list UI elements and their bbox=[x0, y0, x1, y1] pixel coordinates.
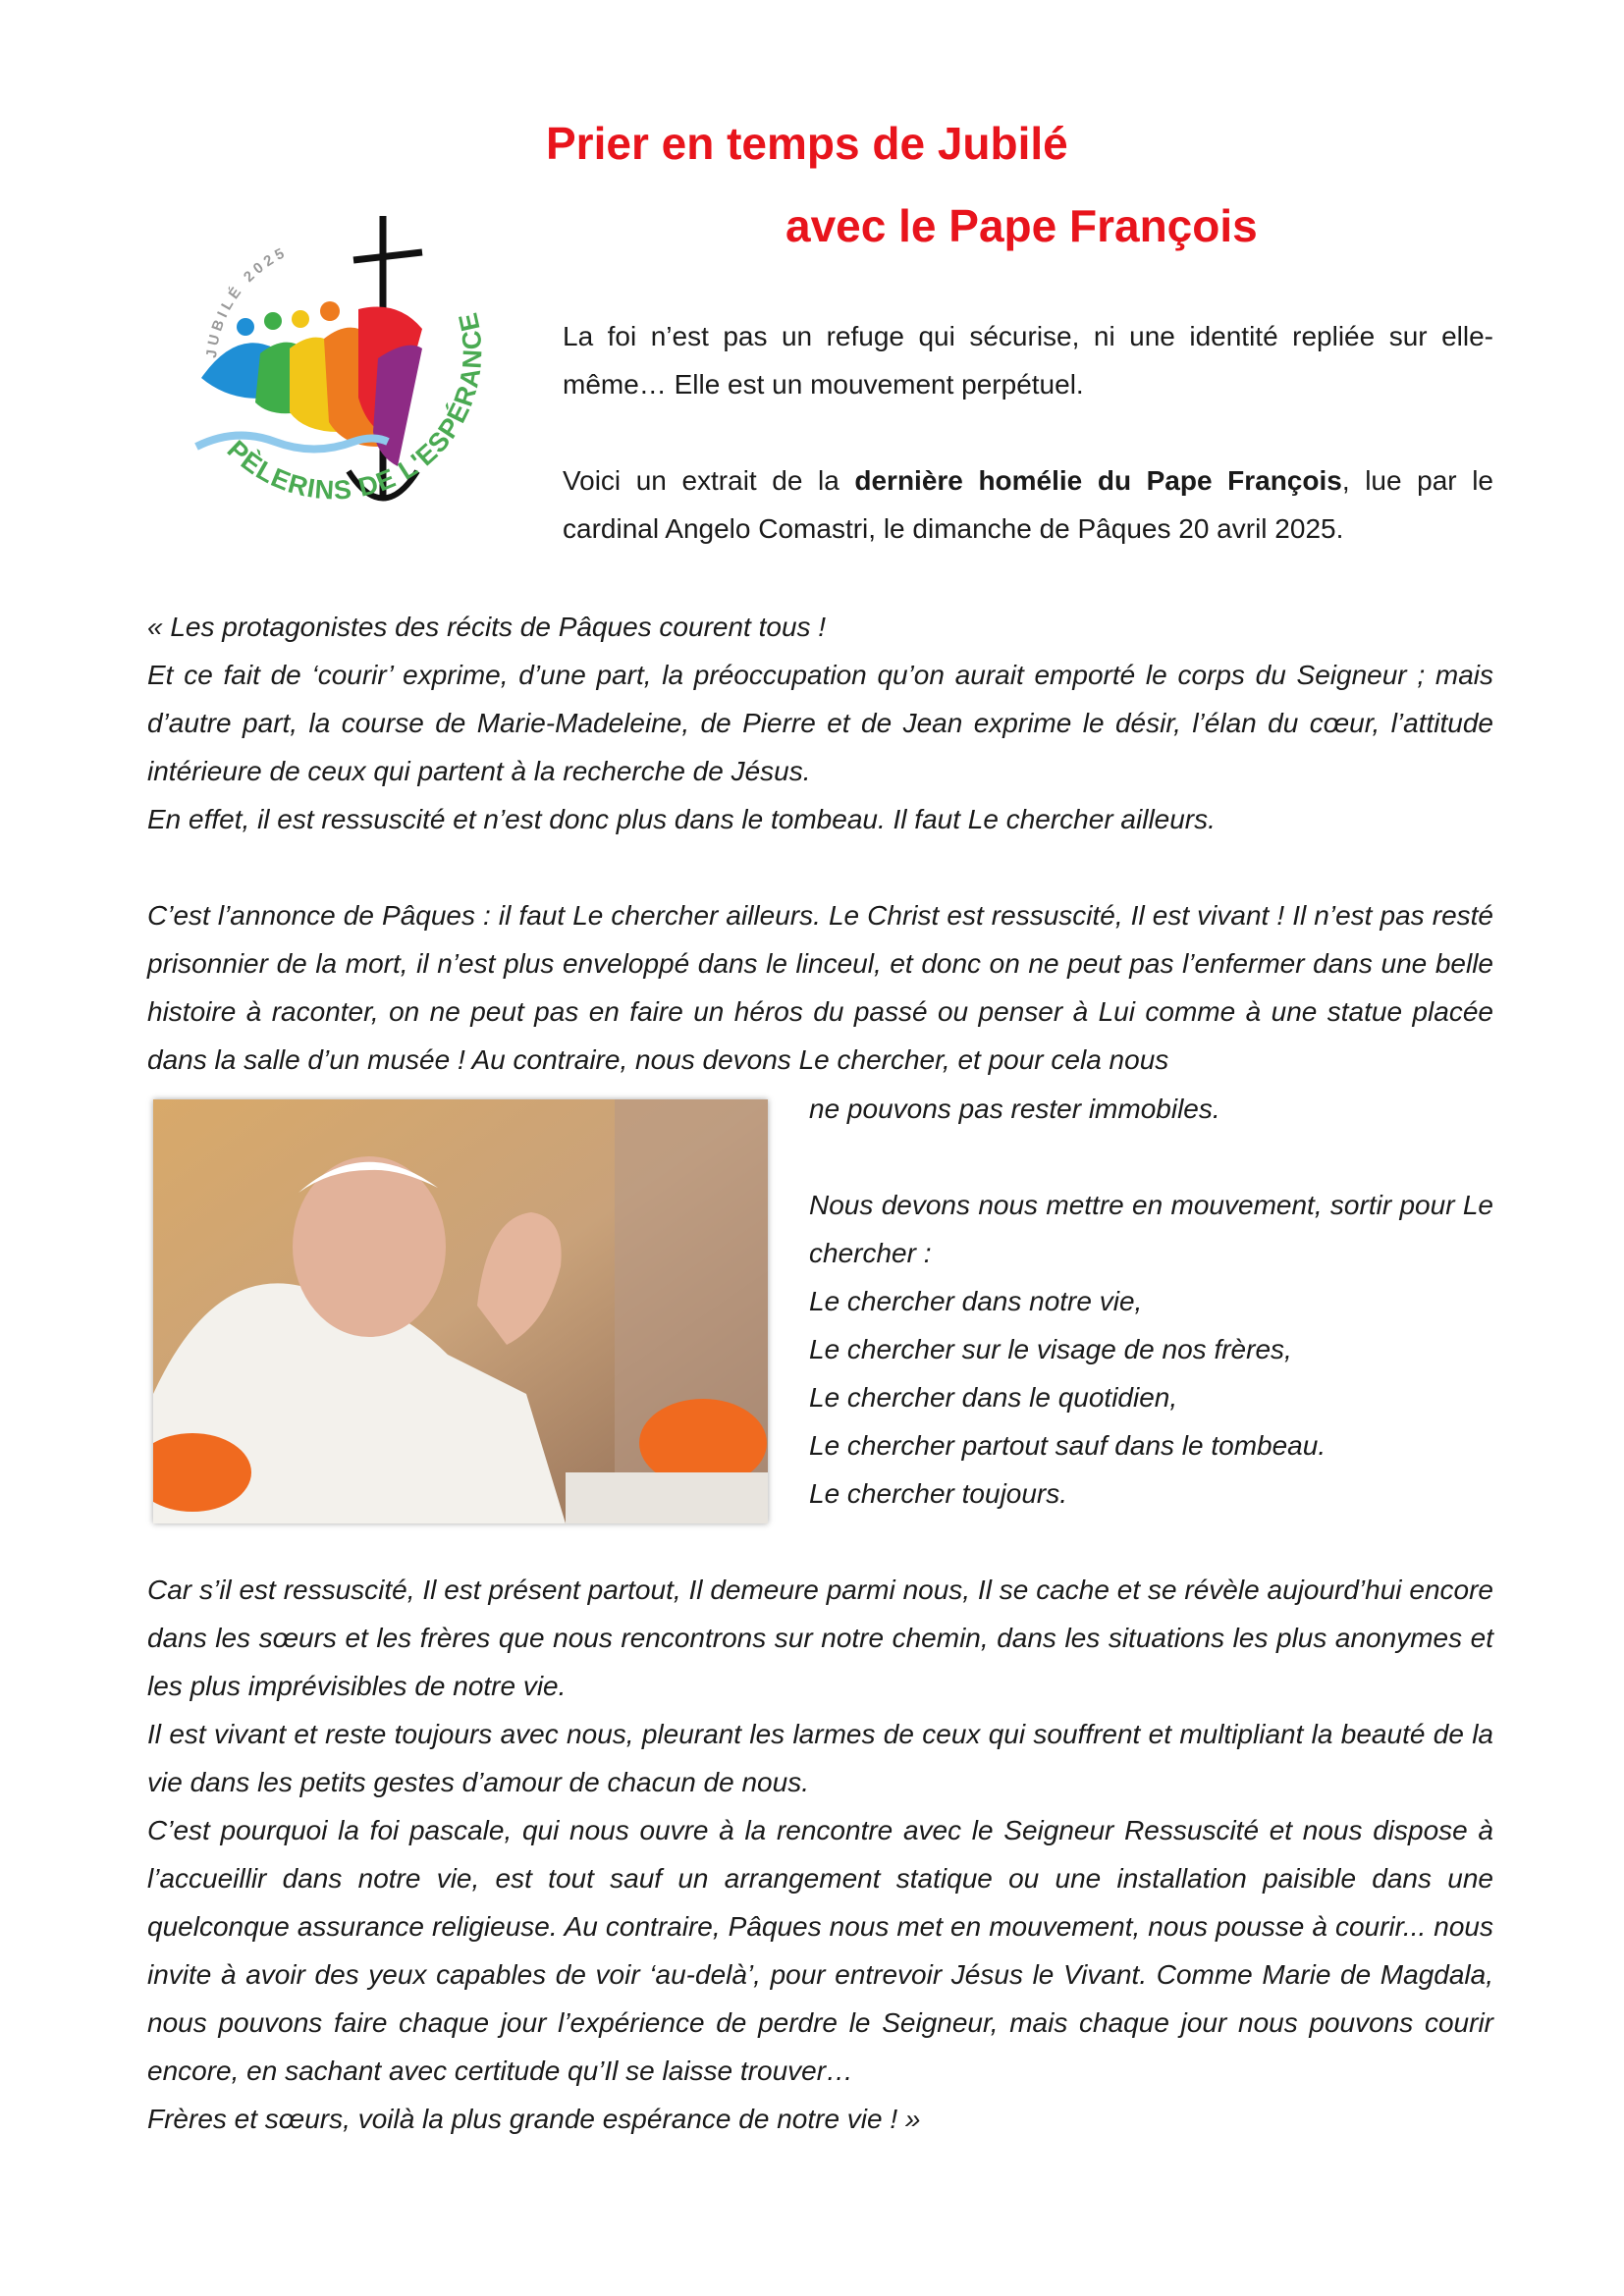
intro-paragraph-2 bbox=[563, 456, 1493, 553]
logo-arc-text: PÈLERINS DE L'ESPÉRANCE bbox=[221, 309, 488, 506]
quote-paragraph: Il est vivant et reste toujours avec nous, pleurant les larmes de ceux qui souffrent et multipliant la beauté de la vie dans les petits gestes d’amour de chacun de nous. bbox=[147, 1719, 1493, 1797]
quote-paragraph: Car s’il est ressuscité, Il est présent partout, Il demeure parmi nous, Il se cache et se révèle aujourd’hui encore dans les sœurs et les frères que nous rencontrons sur notre chemin, dans les situations les plus anonymes et les plus imprévisibles de notre vie. bbox=[147, 1575, 1493, 1701]
quote-block-2 bbox=[147, 891, 1493, 1084]
intro-paragraph-1: La foi n’est pas un refuge qui sécurise, ni une identité repliée sur elle-même… Elle est un mouvement perpétuel. bbox=[563, 321, 1493, 400]
photo-illustration bbox=[153, 1099, 768, 1523]
quote-line: Le chercher toujours. bbox=[809, 1478, 1068, 1509]
jubile-2025-logo bbox=[177, 201, 511, 535]
title-line-1: Prier en temps de Jubilé bbox=[546, 118, 1068, 169]
intro-text-before: Voici un extrait de la bbox=[563, 465, 855, 496]
quote-line: Nous devons nous mettre en mouvement, sortir pour Le chercher : bbox=[809, 1190, 1493, 1268]
quote-line: « Les protagonistes des récits de Pâques courent tous ! bbox=[147, 612, 827, 642]
quote-side-column bbox=[809, 1085, 1493, 1518]
title-line-2: avec le Pape François bbox=[785, 200, 1258, 251]
intro-bold-text: dernière homélie du Pape François bbox=[854, 465, 1342, 496]
quote-paragraph: C’est l’annonce de Pâques : il faut Le chercher ailleurs. Le Christ est ressuscité, Il est vivant ! Il n’est pas resté prisonnier de la mort, il n’est plus enveloppé dans le linceul, et donc on ne peut pas l’enfermer dans une belle histoire à raconter, on ne peut pas en faire un héros du passé ou penser à Lui comme à une statue placée dans la salle d’un musée ! Au contraire, nous devons Le chercher, et pour cela nous bbox=[147, 900, 1493, 1075]
quote-line: En effet, il est ressuscité et n’est donc plus dans le tombeau. Il faut Le chercher ailleurs. bbox=[147, 804, 1216, 834]
quote-paragraph: C’est pourquoi la foi pascale, qui nous ouvre à la rencontre avec le Seigneur Ressuscité et nous dispose à l’accueillir dans notre vie, est tout sauf un arrangement statique ou une installation paisible dans une quelconque assurance religieuse. Au contraire, Pâques nous met en mouvement, nous pousse à courir... nous invite à avoir des yeux capables de voir ‘au-delà’, pour entrevoir Jésus le Vivant. Comme Marie de Magdala, nous pouvons faire chaque jour l’expérience de perdre le Seigneur, mais chaque jour nous pouvons courir encore, en sachant avec certitude qu’Il se laisse trouver… bbox=[147, 1815, 1493, 2086]
logo-top-text: JUBILÉ 2025 bbox=[202, 243, 291, 359]
intro-text-after: , lue par le cardinal Angelo Comastri, le dimanche de Pâques 20 avril 2025. bbox=[563, 465, 1493, 544]
quote-line: Le chercher dans notre vie, bbox=[809, 1286, 1143, 1316]
quote-line: Le chercher partout sauf dans le tombeau. bbox=[809, 1430, 1326, 1461]
quote-block-1 bbox=[147, 603, 1493, 843]
quote-line: ne pouvons pas rester immobiles. bbox=[809, 1094, 1220, 1124]
jubile-logo-graphic bbox=[177, 201, 511, 535]
pope-francis-photo bbox=[153, 1099, 768, 1523]
quote-line: Et ce fait de ‘courir’ exprime, d’une part, la préoccupation qu’on aurait emporté le corps du Seigneur ; mais d’autre part, la course de Marie-Madeleine, de Pierre et de Jean exprime le désir, l’élan du cœur, l’attitude intérieure de ceux qui partent à la recherche de Jésus. bbox=[147, 660, 1493, 786]
quote-block-3 bbox=[147, 1566, 1493, 2143]
quote-paragraph: Frères et sœurs, voilà la plus grande espérance de notre vie ! » bbox=[147, 2104, 921, 2134]
quote-line: Le chercher dans le quotidien, bbox=[809, 1382, 1178, 1413]
quote-line: Le chercher sur le visage de nos frères, bbox=[809, 1334, 1292, 1364]
